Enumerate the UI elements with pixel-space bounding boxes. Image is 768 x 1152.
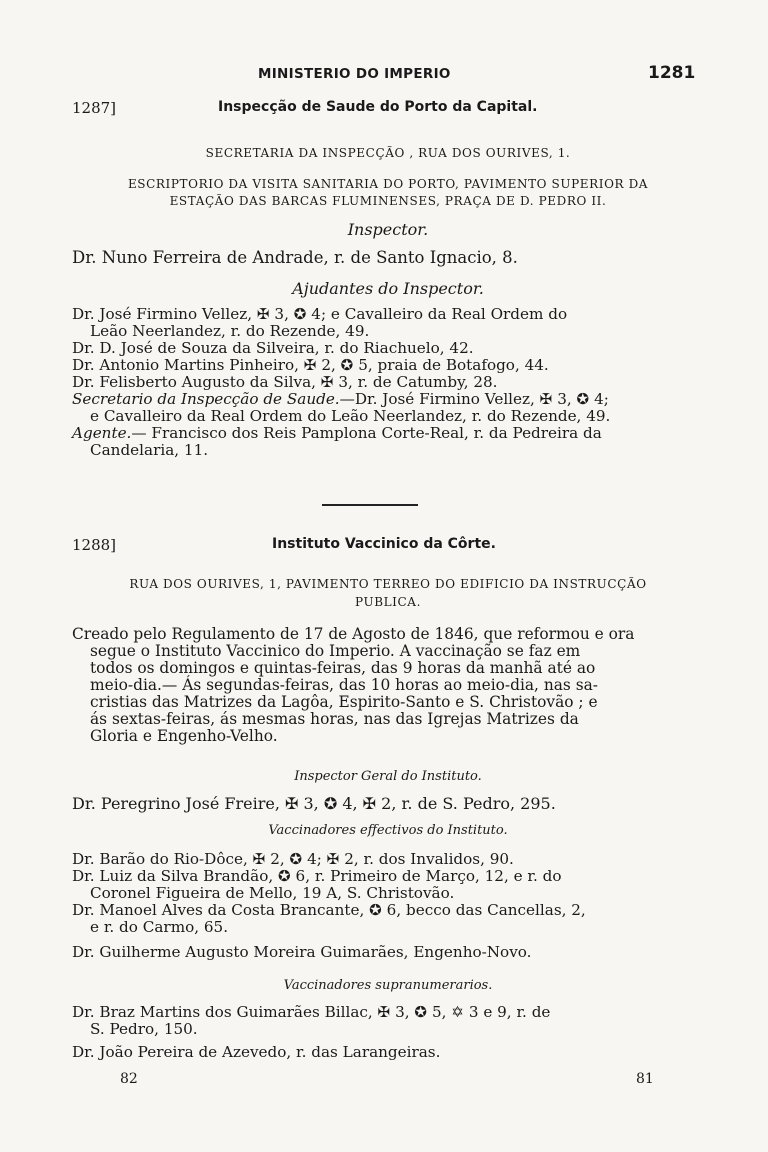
address-line: SECRETARIA DA INSPECÇÃO , RUA DOS OURIVES, 1. <box>205 146 571 160</box>
entry-line: Dr. Antonio Martins Pinheiro, ✠ 2, ✪ 5, praia de Botafogo, 44. <box>72 356 549 374</box>
entry-line: Dr. Luiz da Silva Brandão, ✪ 6, r. Primeiro de Março, 12, e r. do <box>72 867 562 885</box>
entry-line: S. Pedro, 150. <box>90 1020 198 1038</box>
entry-line: Dr. Braz Martins dos Guimarães Billac, ✠ 3, ✪ 5, ✡ 3 e 9, r. de <box>72 1003 551 1021</box>
paragraph-line: todos os domingos e quintas-feiras, das 9 horas da manhã até ao <box>90 659 596 677</box>
entry-line: Leão Neerlandez, r. do Rezende, 49. <box>90 322 370 340</box>
subheading: Inspector. <box>347 220 429 239</box>
secretario-entry <box>72 392 704 408</box>
entry-line: e r. do Carmo, 65. <box>90 918 229 936</box>
secretario-label: Secretario da Inspecção de Saude. <box>72 390 340 408</box>
agente-text: — Francisco dos Reis Pamplona Corte-Real, r. da Pedreira da <box>131 424 602 442</box>
entry-line: Dr. Nuno Ferreira de Andrade, r. de Santo Ignacio, 8. <box>72 248 518 267</box>
entry-line: Coronel Figueira de Mello, 19 A, S. Christovão. <box>90 884 455 902</box>
agente-entry <box>72 426 704 442</box>
secretario-text: —Dr. José Firmino Vellez, ✠ 3, ✪ 4; <box>339 390 609 408</box>
entry-line: e Cavalleiro da Real Ordem do Leão Neerlandez, r. do Rezende, 49. <box>90 407 611 425</box>
entry-line: Dr. Felisberto Augusto da Silva, ✠ 3, r. de Catumby, 28. <box>72 373 498 391</box>
section-title: Inspecção de Saude do Porto da Capital. <box>218 99 538 115</box>
subheading: Vaccinadores effectivos do Instituto. <box>268 823 508 838</box>
running-header <box>0 63 768 86</box>
subheading: Vaccinadores supranumerarios. <box>283 978 493 993</box>
address-line: ESCRIPTORIO DA VISITA SANITARIA DO PORTO, PAVIMENTO SUPERIOR DA <box>127 177 649 191</box>
header-title: MINISTERIO DO IMPERIO <box>258 66 451 82</box>
footer-left-number: 82 <box>120 1071 138 1087</box>
section-divider <box>322 504 418 506</box>
entry-line: Dr. José Firmino Vellez, ✠ 3, ✪ 4; e Cavalleiro da Real Ordem do <box>72 305 568 323</box>
footer-right-number: 81 <box>636 1071 654 1087</box>
paragraph-line: Gloria e Engenho-Velho. <box>90 727 278 745</box>
section-number: 1288] <box>72 536 117 554</box>
subheading: Ajudantes do Inspector. <box>292 279 484 298</box>
paragraph-line: meio-dia.— Ás segundas-feiras, das 10 horas ao meio-dia, nas sa- <box>90 676 598 694</box>
paragraph-line: ás sextas-feiras, ás mesmas horas, nas das Igrejas Matrizes da <box>90 710 579 728</box>
paragraph-line: Creado pelo Regulamento de 17 de Agosto de 1846, que reformou e ora <box>72 625 635 643</box>
section-number: 1287] <box>72 99 117 117</box>
agente-label: Agente. <box>72 424 132 442</box>
address-line: RUA DOS OURIVES, 1, PAVIMENTO TERREO DO EDIFICIO DA INSTRUCÇÃO <box>129 577 647 591</box>
entry-line: Dr. Manoel Alves da Costa Brancante, ✪ 6, becco das Cancellas, 2, <box>72 901 586 919</box>
address-line: ESTAÇÃO DAS BARCAS FLUMINENSES, PRAÇA DE D. PEDRO II. <box>169 194 607 208</box>
header-page-number: 1281 <box>648 63 696 83</box>
entry-line: Dr. D. José de Souza da Silveira, r. do Riachuelo, 42. <box>72 339 474 357</box>
paragraph-line: cristias das Matrizes da Lagôa, Espirito-Santo e S. Christovão ; e <box>90 693 598 711</box>
address-line: PUBLICA. <box>355 595 421 609</box>
entry-line: Dr. Peregrino José Freire, ✠ 3, ✪ 4, ✠ 2, r. de S. Pedro, 295. <box>72 794 556 813</box>
entry-line: Dr. Barão do Rio-Dôce, ✠ 2, ✪ 4; ✠ 2, r. dos Invalidos, 90. <box>72 850 514 868</box>
paragraph-line: segue o Instituto Vaccinico do Imperio. A vaccinação se faz em <box>90 642 581 660</box>
section-title: Instituto Vaccinico da Côrte. <box>272 536 496 552</box>
entry-line: Candelaria, 11. <box>90 441 209 459</box>
entry-line: Dr. Guilherme Augusto Moreira Guimarães, Engenho-Novo. <box>72 943 532 961</box>
entry-line: Dr. João Pereira de Azevedo, r. das Larangeiras. <box>72 1043 441 1061</box>
subheading: Inspector Geral do Instituto. <box>294 769 482 784</box>
